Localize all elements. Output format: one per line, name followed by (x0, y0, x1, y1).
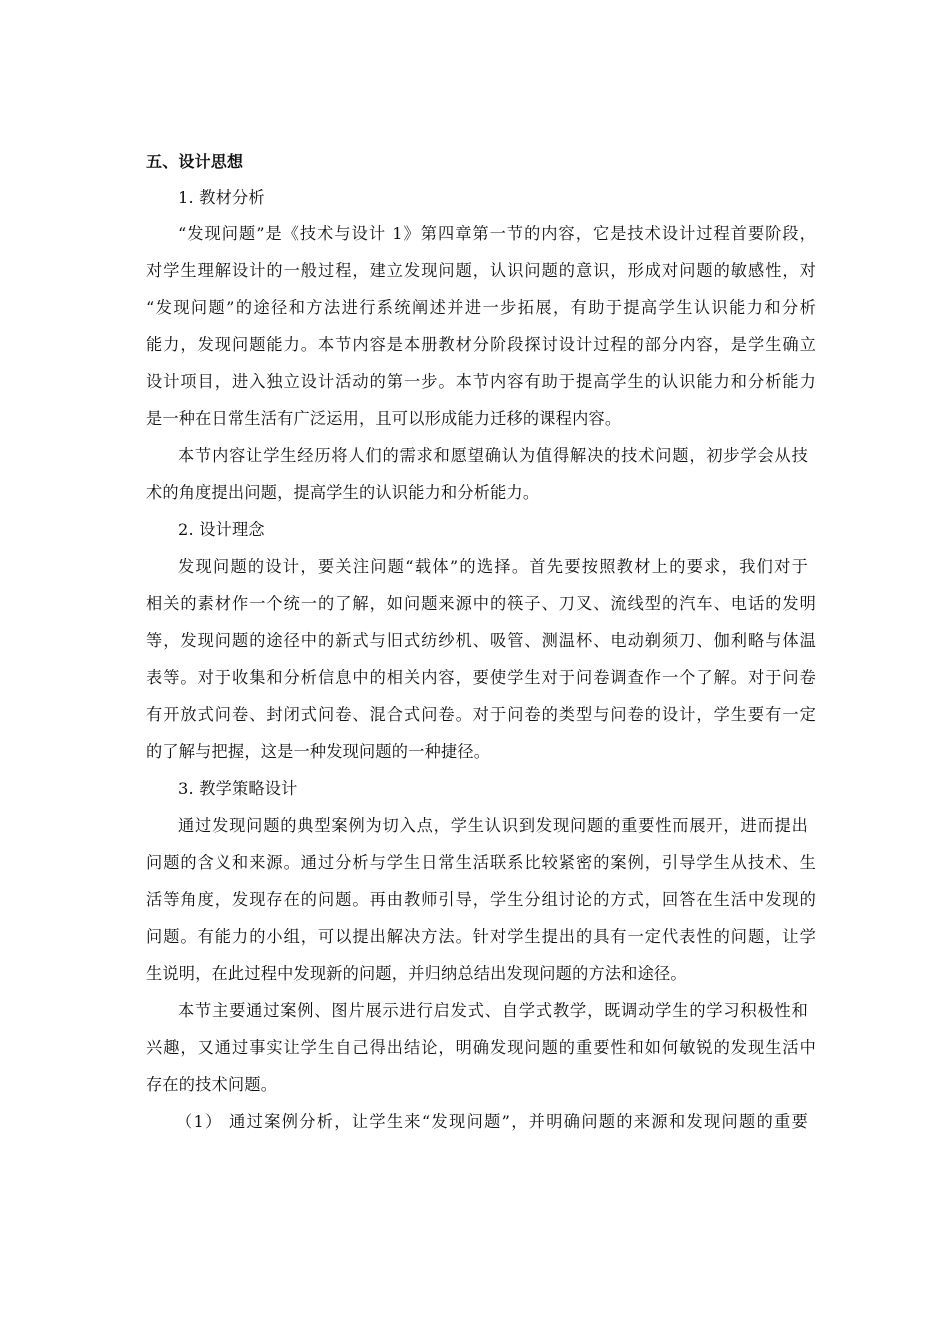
paragraph-line: 对学生理解设计的一般过程，建立发现问题，认识问题的意识，形成对问题的敏感性，对 (146, 261, 816, 280)
subsection-heading-design-concept: 2. 设计理念 (178, 520, 265, 539)
paragraph-line: “发现问题”的途径和方法进行系统阐述并进一步拓展，有助于提高学生认识能力和分析 (146, 298, 816, 317)
list-item-line: （1） 通过案例分析，让学生来“发现问题”，并明确问题的来源和发现问题的重要 (176, 1112, 808, 1131)
paragraph-line: 问题的含义和来源。通过分析与学生日常生活联系比较紧密的案例，引导学生从技术、生 (146, 853, 816, 872)
paragraph-line: 等，发现问题的途径中的新式与旧式纺纱机、吸管、测温杯、电动剃须刀、伽利略与体温 (146, 631, 816, 650)
paragraph-line: 本节内容让学生经历将人们的需求和愿望确认为值得解决的技术问题，初步学会从技 (178, 446, 808, 465)
paragraph-line: 相关的素材作一个统一的了解，如问题来源中的筷子、刀叉、流线型的汽车、电话的发明 (146, 594, 816, 613)
paragraph-line: 设计项目，进入独立设计活动的第一步。本节内容有助于提高学生的认识能力和分析能力 (146, 372, 816, 391)
paragraph-line: 的了解与把握，这是一种发现问题的一种捷径。 (146, 742, 491, 761)
paragraph-line: 发现问题的设计，要关注问题“载体”的选择。首先要按照教材上的要求，我们对于 (178, 557, 808, 576)
paragraph-line: 生说明，在此过程中发现新的问题，并归纳总结出发现问题的方法和途径。 (146, 964, 687, 983)
paragraph-line: 存在的技术问题。 (146, 1075, 278, 1094)
subsection-heading-teaching-strategy: 3. 教学策略设计 (178, 779, 298, 798)
paragraph-line: 通过发现问题的典型案例为切入点，学生认识到发现问题的重要性而展开，进而提出 (178, 816, 808, 835)
subsection-heading-teaching-material: 1. 教材分析 (178, 188, 265, 207)
paragraph-line: “发现问题”是《技术与设计 1》第四章第一节的内容，它是技术设计过程首要阶段， (178, 224, 816, 243)
paragraph-line: 活等角度，发现存在的问题。再由教师引导，学生分组讨论的方式，回答在生活中发现的 (146, 890, 816, 909)
paragraph-line: 问题。有能力的小组，可以提出解决方法。针对学生提出的具有一定代表性的问题，让学 (146, 927, 816, 946)
paragraph-line: 本节主要通过案例、图片展示进行启发式、自学式教学，既调动学生的学习积极性和 (178, 1001, 808, 1020)
paragraph-line: 有开放式问卷、封闭式问卷、混合式问卷。对于问卷的类型与问卷的设计，学生要有一定 (146, 705, 816, 724)
paragraph-line: 是一种在日常生活有广泛运用，且可以形成能力迁移的课程内容。 (146, 409, 622, 428)
paragraph-line: 兴趣，又通过事实让学生自己得出结论，明确发现问题的重要性和如何敏锐的发现生活中 (146, 1038, 816, 1057)
paragraph-line: 术的角度提出问题，提高学生的认识能力和分析能力。 (146, 483, 540, 502)
section-heading: 五、设计思想 (146, 152, 244, 171)
paragraph-line: 能力，发现问题能力。本节内容是本册教材分阶段探讨设计过程的部分内容，是学生确立 (146, 335, 816, 354)
paragraph-line: 表等。对于收集和分析信息中的相关内容，要使学生对于问卷调查作一个了解。对于问卷 (146, 668, 816, 687)
